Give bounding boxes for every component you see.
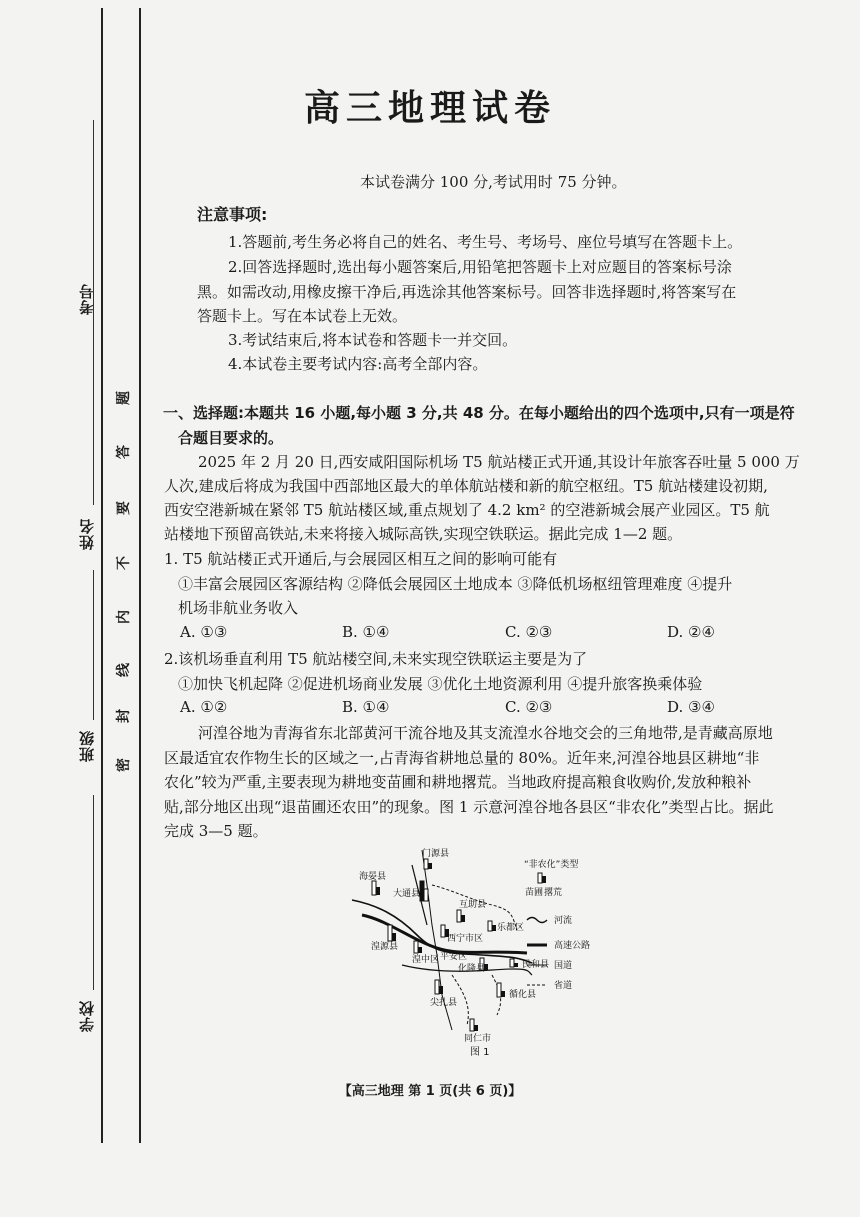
bars-huzhu [457,910,465,922]
bars-xunhua [497,983,505,997]
county-label: 西宁市区 [447,934,484,944]
passage-line: 农化”较为严重,主要表现为耕地变苗圃和耕地撂荒。当地政府提高粮食收购价,发放种粮补 [164,773,752,791]
bars-minhe [510,959,518,967]
section-heading: 一、选择题:本题共 16 小题,每小题 3 分,共 48 分。在每小题给出的四个选项中,只有一项是符 [163,404,795,422]
seal-char: 线 [116,663,132,677]
school-label: 学校 [78,1000,96,1032]
county-label: 互助县 [459,900,487,910]
county-label: 平安区 [440,952,468,962]
county-label: 湟中区 [412,955,440,965]
passage-line: 区最适宜农作物生长的区域之一,占青海省耕地总量的 80%。近年来,河湟谷地县区耕地“非 [164,749,760,767]
option-a: A. ①③ [180,623,228,641]
legend-national-road: 国道 [554,961,573,971]
county-label: 化隆县 [458,964,486,974]
passage-line: 完成 3—5 题。 [164,822,268,840]
question-1-items: ①丰富会展园区客源结构 ②降低会展园区土地成本 ③降低机场枢纽管理难度 ④提升 [178,575,733,593]
class-label: 班级 [78,730,96,762]
county-label: 尖扎县 [430,998,458,1008]
name-underline [93,355,94,505]
bars-jianzha [435,980,443,994]
legend-expressway: 高速公路 [554,941,591,951]
seal-char: 内 [116,610,132,624]
notice-line: 1.答题前,考生务必将自己的姓名、考生号、考场号、座位号填写在答题卡上。 [228,233,743,251]
seal-char: 封 [116,709,132,723]
exam-no-underline [93,120,94,355]
passage-line: 西安空港新城在紧邻 T5 航站楼区域,重点规划了 4.2 km² 的空港新城会展产业园区。T5 航 [164,501,770,519]
legend-bar-nursery [538,873,542,883]
page-footer: 【高三地理 第 1 页(共 6 页)】 [338,1084,522,1099]
option-d: D. ③④ [667,698,715,716]
name-label: 姓名 [78,518,96,550]
option-c: C. ②③ [505,698,553,716]
passage-line: 贴,部分地区出现“退苗圃还农田”的现象。图 1 示意河湟谷地各县区“非农化”类型占比。据此 [164,798,774,816]
seal-char: 要 [116,501,132,515]
legend-abandoned: 撂荒 [544,888,563,898]
notice-line: 答题卡上。写在本试卷上无效。 [197,307,408,325]
legend-bar-abandoned [542,876,546,883]
question-2-stem: 2.该机场垂直利用 T5 航站楼空间,未来实现空铁联运主要是为了 [164,650,588,668]
legend-title: “非农化”类型 [524,860,579,870]
binding-line-left [101,8,103,1143]
bars-haiyan [372,881,380,895]
passage-line: 2025 年 2 月 20 日,西安咸阳国际机场 T5 航站楼正式开通,其设计年旅客吞吐量 5 000 万 [198,453,800,471]
exam-no-label: 考号 [78,283,96,315]
question-1-stem: 1. T5 航站楼正式开通后,与会展园区相互之间的影响可能有 [164,550,558,568]
county-label: 同仁市 [464,1034,492,1044]
notice-heading: 注意事项: [197,205,268,224]
passage-line: 人次,建成后将成为我国中西部地区最大的单体航站楼和新的航空枢纽。T5 航站楼建设初期, [164,477,768,495]
county-label: 海晏县 [359,872,387,882]
county-label: 大通县 [393,889,421,899]
option-b: B. ①④ [342,698,390,716]
bars-tongren [470,1019,478,1031]
seal-char: 不 [116,556,132,570]
school-underline [93,795,94,990]
seal-char: 题 [116,391,132,405]
option-a: A. ①② [180,698,228,716]
binding-line-right [139,8,141,1143]
county-label: 乐都区 [497,923,525,933]
class-underline [93,570,94,720]
option-d: D. ②④ [667,623,715,641]
county-label: 循化县 [509,990,537,1000]
question-2-items: ①加快飞机起降 ②促进机场商业发展 ③优化土地资源利用 ④提升旅客换乘体验 [178,675,703,693]
hehuang-map [342,845,591,1058]
passage-line: 站楼地下预留高铁站,未来将接入城际高铁,实现空铁联运。据此完成 1—2 题。 [164,525,683,543]
notice-line: 3.考试结束后,将本试卷和答题卡一并交回。 [228,331,518,349]
page-title: 高三地理试卷 [303,88,556,129]
legend-river: 河流 [554,916,573,926]
legend-nursery: 苗圃 [525,888,544,898]
bars-ledu [488,921,496,931]
county-label: 民和县 [522,960,550,970]
option-b: B. ①④ [342,623,390,641]
passage-line: 河湟谷地为青海省东北部黄河干流谷地及其支流湟水谷地交会的三角地带,是青藏高原地 [198,724,773,742]
bars-menyuan [424,859,432,869]
county-label: 湟源县 [371,942,399,952]
question-1-items-cont: 机场非航业务收入 [178,599,299,617]
notice-line: 黑。如需改动,用橡皮擦干净后,再选涂其他答案标号。回答非选择题时,将答案写在 [197,283,737,301]
legend-provincial-road: 省道 [554,981,573,991]
notice-line: 4.本试卷主要考试内容:高考全部内容。 [228,355,488,373]
county-label: 门源县 [422,849,450,859]
section-heading-cont: 合题目要求的。 [178,429,284,447]
notice-line: 2.回答选择题时,选出每小题答案后,用铅笔把答题卡上对应题目的答案标号涂 [228,258,732,276]
figure-caption: 图 1 [470,1047,490,1058]
seal-char: 答 [116,445,132,459]
seal-char: 密 [116,758,132,772]
option-c: C. ②③ [505,623,553,641]
subtitle: 本试卷满分 100 分,考试用时 75 分钟。 [360,173,627,191]
